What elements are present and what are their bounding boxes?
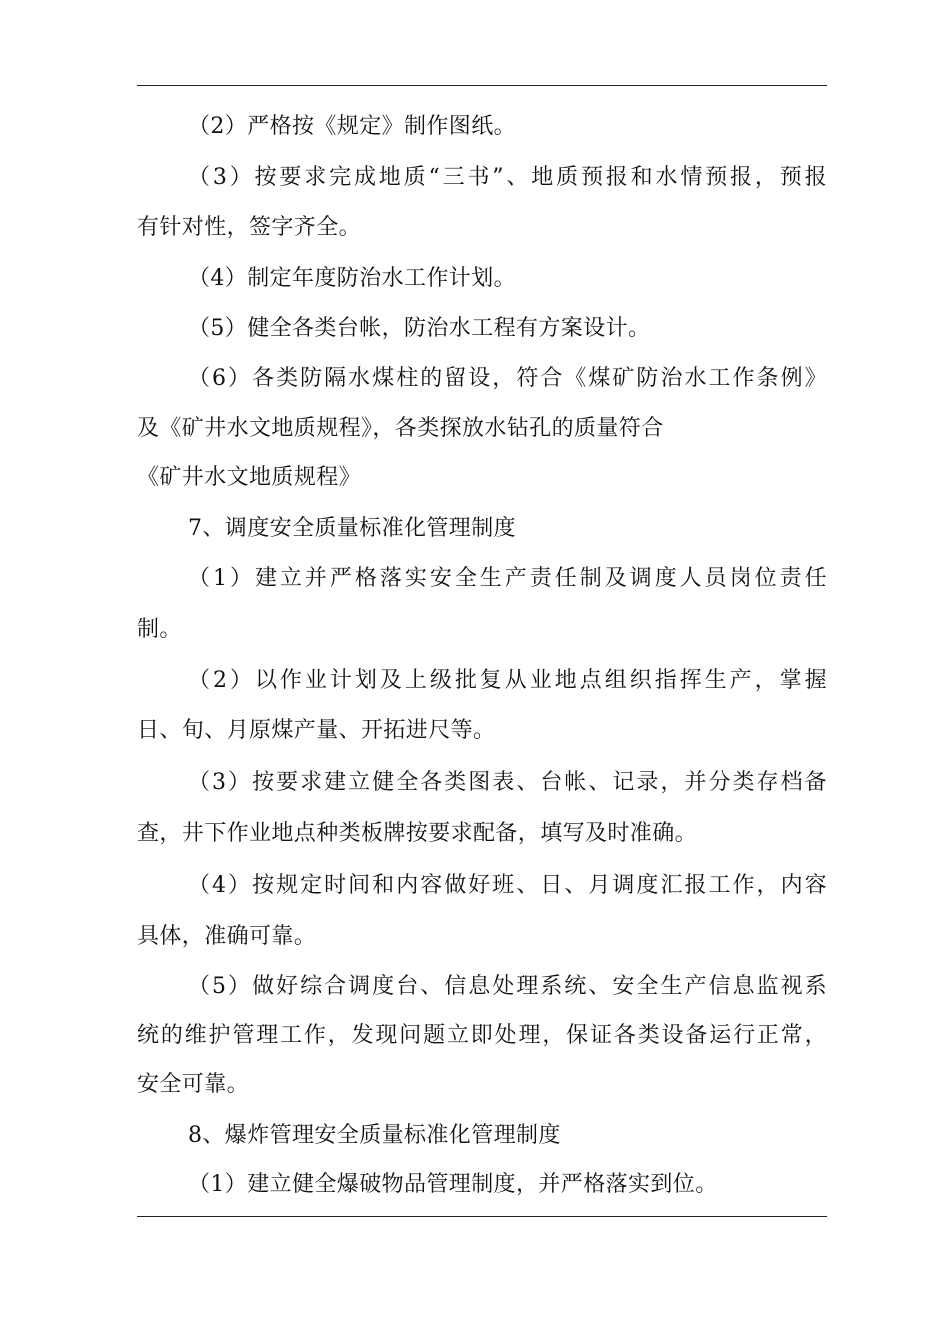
paragraph-line: （4）制定年度防治水工作计划。 [188,266,516,291]
paragraph-line: 查，井下作业地点种类板牌按要求配备，填写及时准确。 [137,821,698,846]
paragraph-line: （1）建立并严格落实安全生产责任制及调度人员岗位责任 [188,566,827,591]
paragraph-line: 日、旬、月原煤产量、开拓进尺等。 [137,718,496,743]
paragraph-line: 制。 [137,617,182,642]
paragraph-line: （3）按要求完成地质“三书”、地质预报和水情预报，预报 [188,165,827,190]
paragraph-line: （2）以作业计划及上级批复从业地点组织指挥生产，掌握 [188,668,827,693]
paragraph-line: 具体，准确可靠。 [137,924,317,949]
section-heading: 8、爆炸管理安全质量标准化管理制度 [188,1123,561,1148]
paragraph-line: 及《矿井水文地质规程》，各类探放水钻孔的质量符合 [137,416,664,441]
paragraph-line: （3）按要求建立健全各类图表、台帐、记录，并分类存档备 [188,770,827,795]
paragraph-line: （4）按规定时间和内容做好班、日、月调度汇报工作，内容 [188,873,827,898]
paragraph-line: （6）各类防隔水煤柱的留设，符合《煤矿防治水工作条例》 [188,366,827,391]
paragraph-line: 有针对性，签字齐全。 [137,215,362,240]
header-rule [137,85,827,86]
footer-rule [137,1216,827,1217]
paragraph-line: （1）建立健全爆破物品管理制度，并严格落实到位。 [188,1172,718,1197]
paragraph-line: 统的维护管理工作，发现问题立即处理，保证各类设备运行正常， [137,1023,827,1048]
paragraph-line: 《矿井水文地质规程》 [137,465,362,490]
section-heading: 7、调度安全质量标准化管理制度 [188,516,516,541]
paragraph-line: 安全可靠。 [137,1072,250,1097]
paragraph-line: （5）做好综合调度台、信息处理系统、安全生产信息监视系 [188,974,827,999]
paragraph-line: （5）健全各类台帐，防治水工程有方案设计。 [188,316,651,341]
paragraph-line: （2）严格按《规定》制作图纸。 [188,114,516,139]
